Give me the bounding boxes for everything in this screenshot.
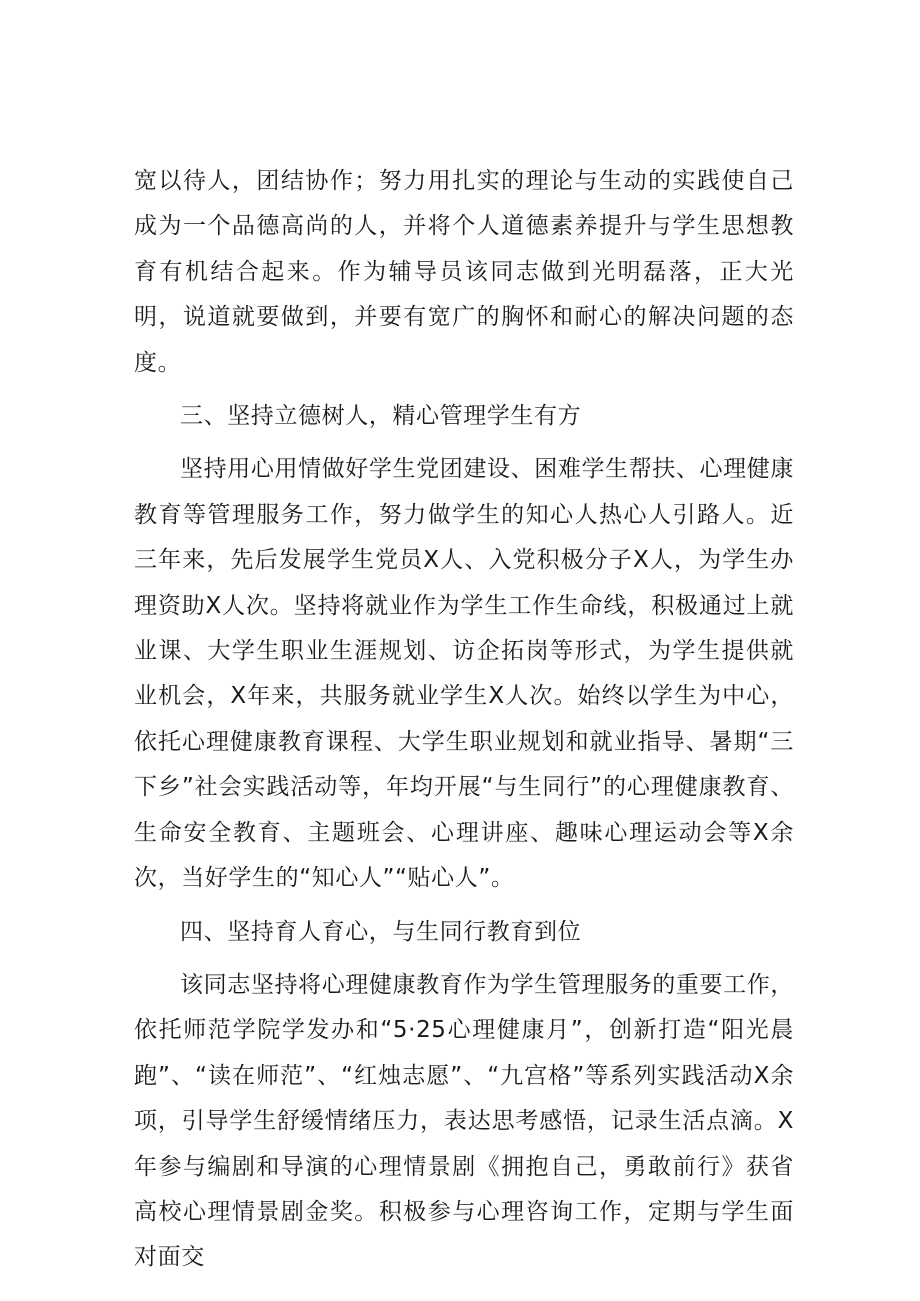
section-heading-four: 四、坚持育人育心，与生同行教育到位 bbox=[180, 918, 582, 945]
paragraph-student-management: 坚持用心用情做好学生党团建设、困难学生帮扶、心理健康教育等管理服务工作，努力做学生的知心人热心人引路人。近三年来，先后发展学生党员X人、入党积极分子X人，为学生办理资助X人次。坚持将就业作为学生工作生命线，积极通过上就业课、大学生职业生涯规划、访企拓岗等形式，为学生提供就业机会，X年来，共服务就业学生X人次。始终以学生为中心，依托心理健康教育课程、大学生职业规划和就业指导、暑期“三下乡”社会实践活动等，年均开展“与生同行”的心理健康教育、生命安全教育、主题班会、心理讲座、趣味心理运动会等X余次，当好学生的“知心人”“贴心人”。 bbox=[134, 456, 794, 892]
paragraph-mental-health-education: 该同志坚持将心理健康教育作为学生管理服务的重要工作，依托师范学院学发办和“5·25心理健康月”，创新打造“阳光晨跑”、“读在师范”、“红烛志愿”、“九宫格”等系列实践活动X余项，引导学生舒缓情绪压力，表达思考感悟，记录生活点滴。X年参与编剧和导演的心理情景剧《拥抱自己，勇敢前行》获省高校心理情景剧金奖。积极参与心理咨询工作，定期与学生面对面交 bbox=[134, 971, 794, 1271]
paragraph-continued: 宽以待人，团结协作；努力用扎实的理论与生动的实践使自己成为一个品德高尚的人，并将个人道德素养提升与学生思想教育有机结合起来。作为辅导员该同志做到光明磊落，正大光明，说道就要做到，并要有宽广的胸怀和耐心的解决问题的态度。 bbox=[134, 168, 794, 376]
section-heading-three: 三、坚持立德树人，精心管理学生有方 bbox=[180, 403, 582, 430]
document-body bbox=[134, 159, 794, 1281]
